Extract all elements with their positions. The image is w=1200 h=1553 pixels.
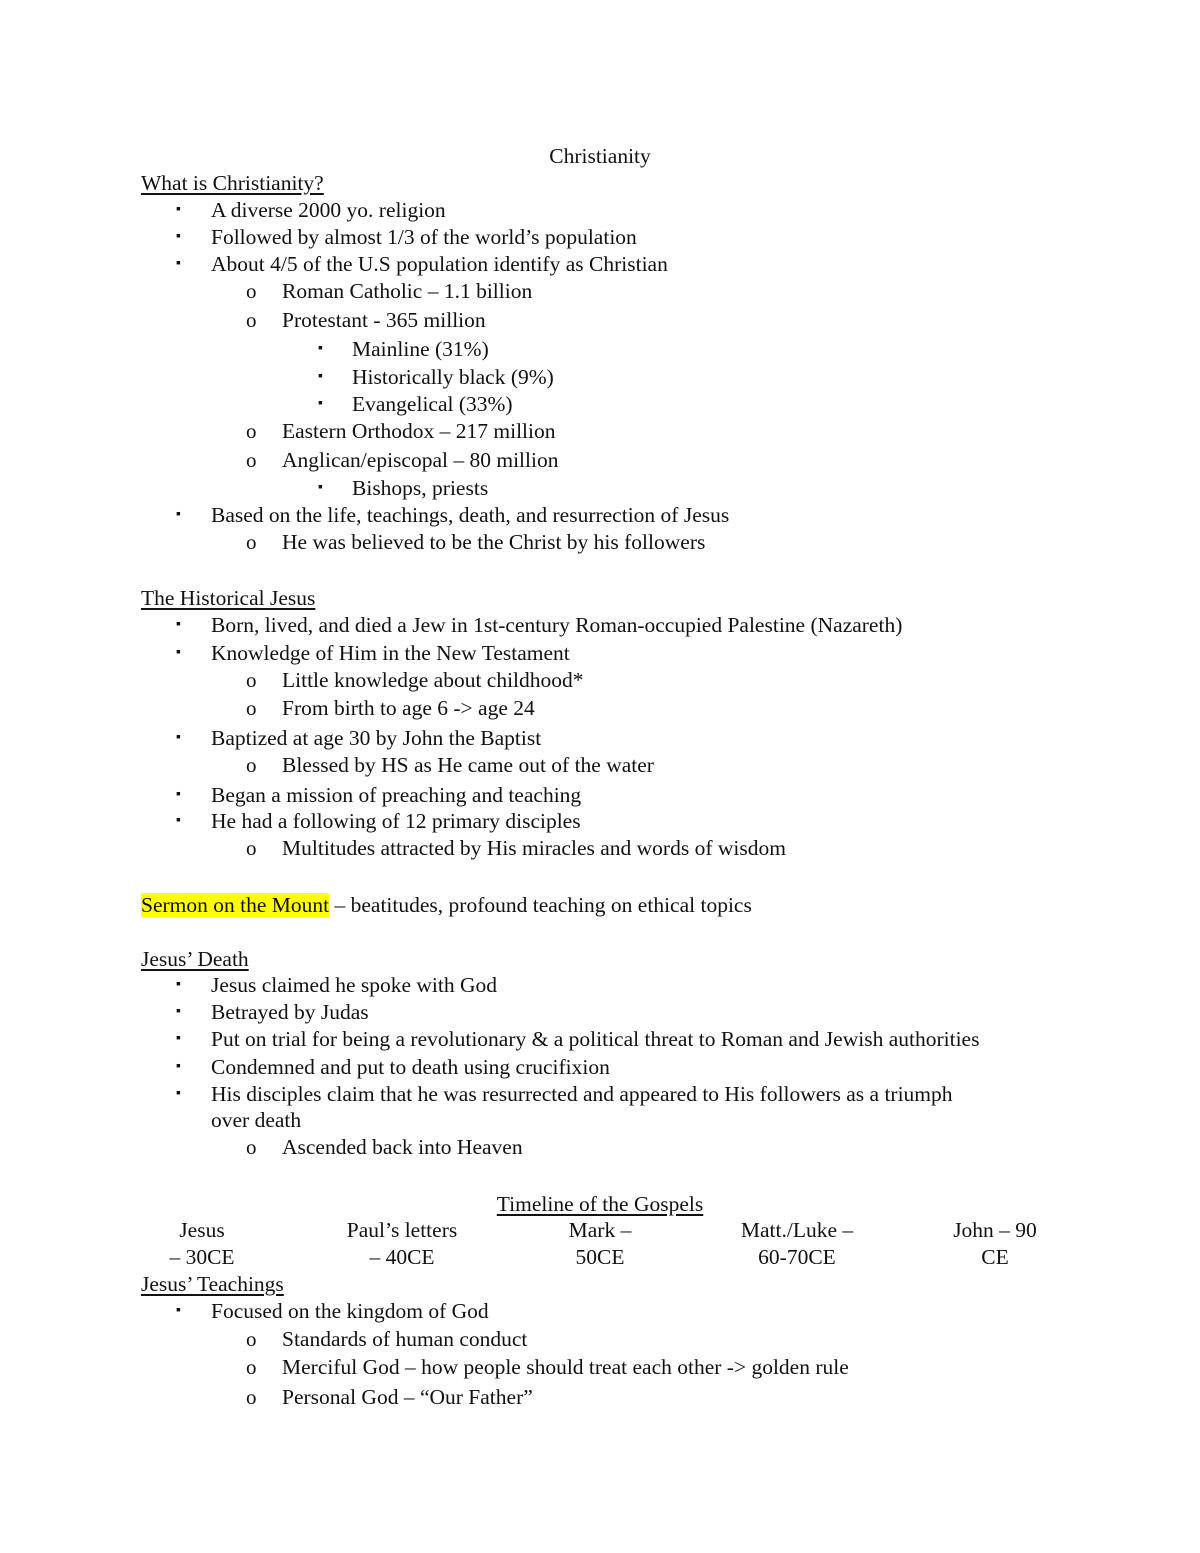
circle-bullet: o [246,753,257,777]
list-item: His disciples claim that he was resurrected and appeared to His followers as a triumph [211,1082,953,1106]
list-item: Knowledge of Him in the New Testament [211,641,570,665]
list-item: Roman Catholic – 1.1 billion [282,279,533,303]
list-item: Put on trial for being a revolutionary & a political threat to Roman and Jewish authorities [211,1027,980,1051]
list-item: From birth to age 6 -> age 24 [282,696,535,720]
square-bullet: ▪ [176,645,181,660]
section-heading-jesus-death: Jesus’ Death [141,947,249,971]
square-bullet: ▪ [318,396,323,411]
timeline-entry-label: John – 90 [953,1218,1037,1242]
list-item: Bishops, priests [352,476,489,500]
list-item: Jesus claimed he spoke with God [211,973,498,997]
square-bullet: ▪ [318,369,323,384]
list-item-continuation: over death [211,1108,302,1132]
square-bullet: ▪ [176,787,181,802]
circle-bullet: o [246,448,257,472]
list-item: Anglican/episcopal – 80 million [282,448,559,472]
square-bullet: ▪ [176,1031,181,1046]
list-item: Eastern Orthodox – 217 million [282,419,556,443]
list-item: Historically black (9%) [352,365,554,389]
list-item: Standards of human conduct [282,1327,528,1351]
section-heading-jesus-teachings: Jesus’ Teachings [141,1272,284,1296]
list-item: Born, lived, and died a Jew in 1st-century Roman-occupied Palestine (Nazareth) [211,613,903,637]
timeline-entry-label: Jesus [179,1218,225,1242]
list-item: He had a following of 12 primary disciples [211,809,581,833]
circle-bullet: o [246,1385,257,1409]
square-bullet: ▪ [318,480,323,495]
square-bullet: ▪ [176,256,181,271]
list-item: Blessed by HS as He came out of the water [282,753,654,777]
list-item: Mainline (31%) [352,337,489,361]
timeline-heading: Timeline of the Gospels [496,1192,704,1216]
list-item: Betrayed by Judas [211,1000,369,1024]
highlighted-term: Sermon on the Mount [141,893,330,917]
square-bullet: ▪ [176,1004,181,1019]
list-item: Baptized at age 30 by John the Baptist [211,726,542,750]
square-bullet: ▪ [176,1303,181,1318]
square-bullet: ▪ [176,202,181,217]
timeline-entry-date: CE [981,1245,1009,1269]
square-bullet: ▪ [176,617,181,632]
timeline-entry-matt-luke [717,1217,877,1271]
square-bullet: ▪ [176,813,181,828]
timeline-entry-mark [530,1217,670,1271]
circle-bullet: o [246,1327,257,1351]
page-title: Christianity [549,144,651,168]
list-item: Based on the life, teachings, death, and resurrection of Jesus [211,503,730,527]
sermon-line [141,892,752,918]
circle-bullet: o [246,308,257,332]
square-bullet: ▪ [176,730,181,745]
timeline-entry-pauls-letters [322,1217,482,1271]
list-item: Personal God – “Our Father” [282,1385,533,1409]
circle-bullet: o [246,1135,257,1159]
circle-bullet: o [246,836,257,860]
square-bullet: ▪ [318,341,323,356]
list-item: Condemned and put to death using crucifixion [211,1055,610,1079]
list-item: A diverse 2000 yo. religion [211,198,446,222]
circle-bullet: o [246,530,257,554]
list-item: Followed by almost 1/3 of the world’s population [211,225,637,249]
list-item: About 4/5 of the U.S population identify as Christian [211,252,668,276]
circle-bullet: o [246,279,257,303]
timeline-entry-label: Matt./Luke – [740,1218,854,1242]
timeline-entry-jesus [152,1217,252,1271]
circle-bullet: o [246,419,257,443]
square-bullet: ▪ [176,1086,181,1101]
timeline-entry-date: 50CE [575,1245,625,1269]
circle-bullet: o [246,696,257,720]
list-item: Little knowledge about childhood* [282,668,584,692]
timeline-entry-date: 60-70CE [758,1245,836,1269]
timeline-entry-label: Mark – [568,1218,632,1242]
list-item: Focused on the kingdom of God [211,1299,489,1323]
timeline-entry-label: Paul’s letters [346,1218,458,1242]
list-item: Protestant - 365 million [282,308,486,332]
list-item: Multitudes attracted by His miracles and words of wisdom [282,836,786,860]
circle-bullet: o [246,668,257,692]
section-heading-historical-jesus: The Historical Jesus [141,586,316,610]
list-item: Ascended back into Heaven [282,1135,523,1159]
list-item: He was believed to be the Christ by his followers [282,530,706,554]
timeline-entry-date: – 40CE [369,1245,435,1269]
timeline-entry-john [925,1217,1065,1271]
list-item: Evangelical (33%) [352,392,513,416]
list-item: Began a mission of preaching and teaching [211,783,582,807]
square-bullet: ▪ [176,507,181,522]
square-bullet: ▪ [176,229,181,244]
section-heading-what-is-christianity: What is Christianity? [141,171,324,195]
sermon-description: – beatitudes, profound teaching on ethical topics [329,893,752,917]
timeline-entry-date: – 30CE [169,1245,235,1269]
circle-bullet: o [246,1355,257,1379]
square-bullet: ▪ [176,1059,181,1074]
square-bullet: ▪ [176,977,181,992]
list-item: Merciful God – how people should treat each other -> golden rule [282,1355,849,1379]
